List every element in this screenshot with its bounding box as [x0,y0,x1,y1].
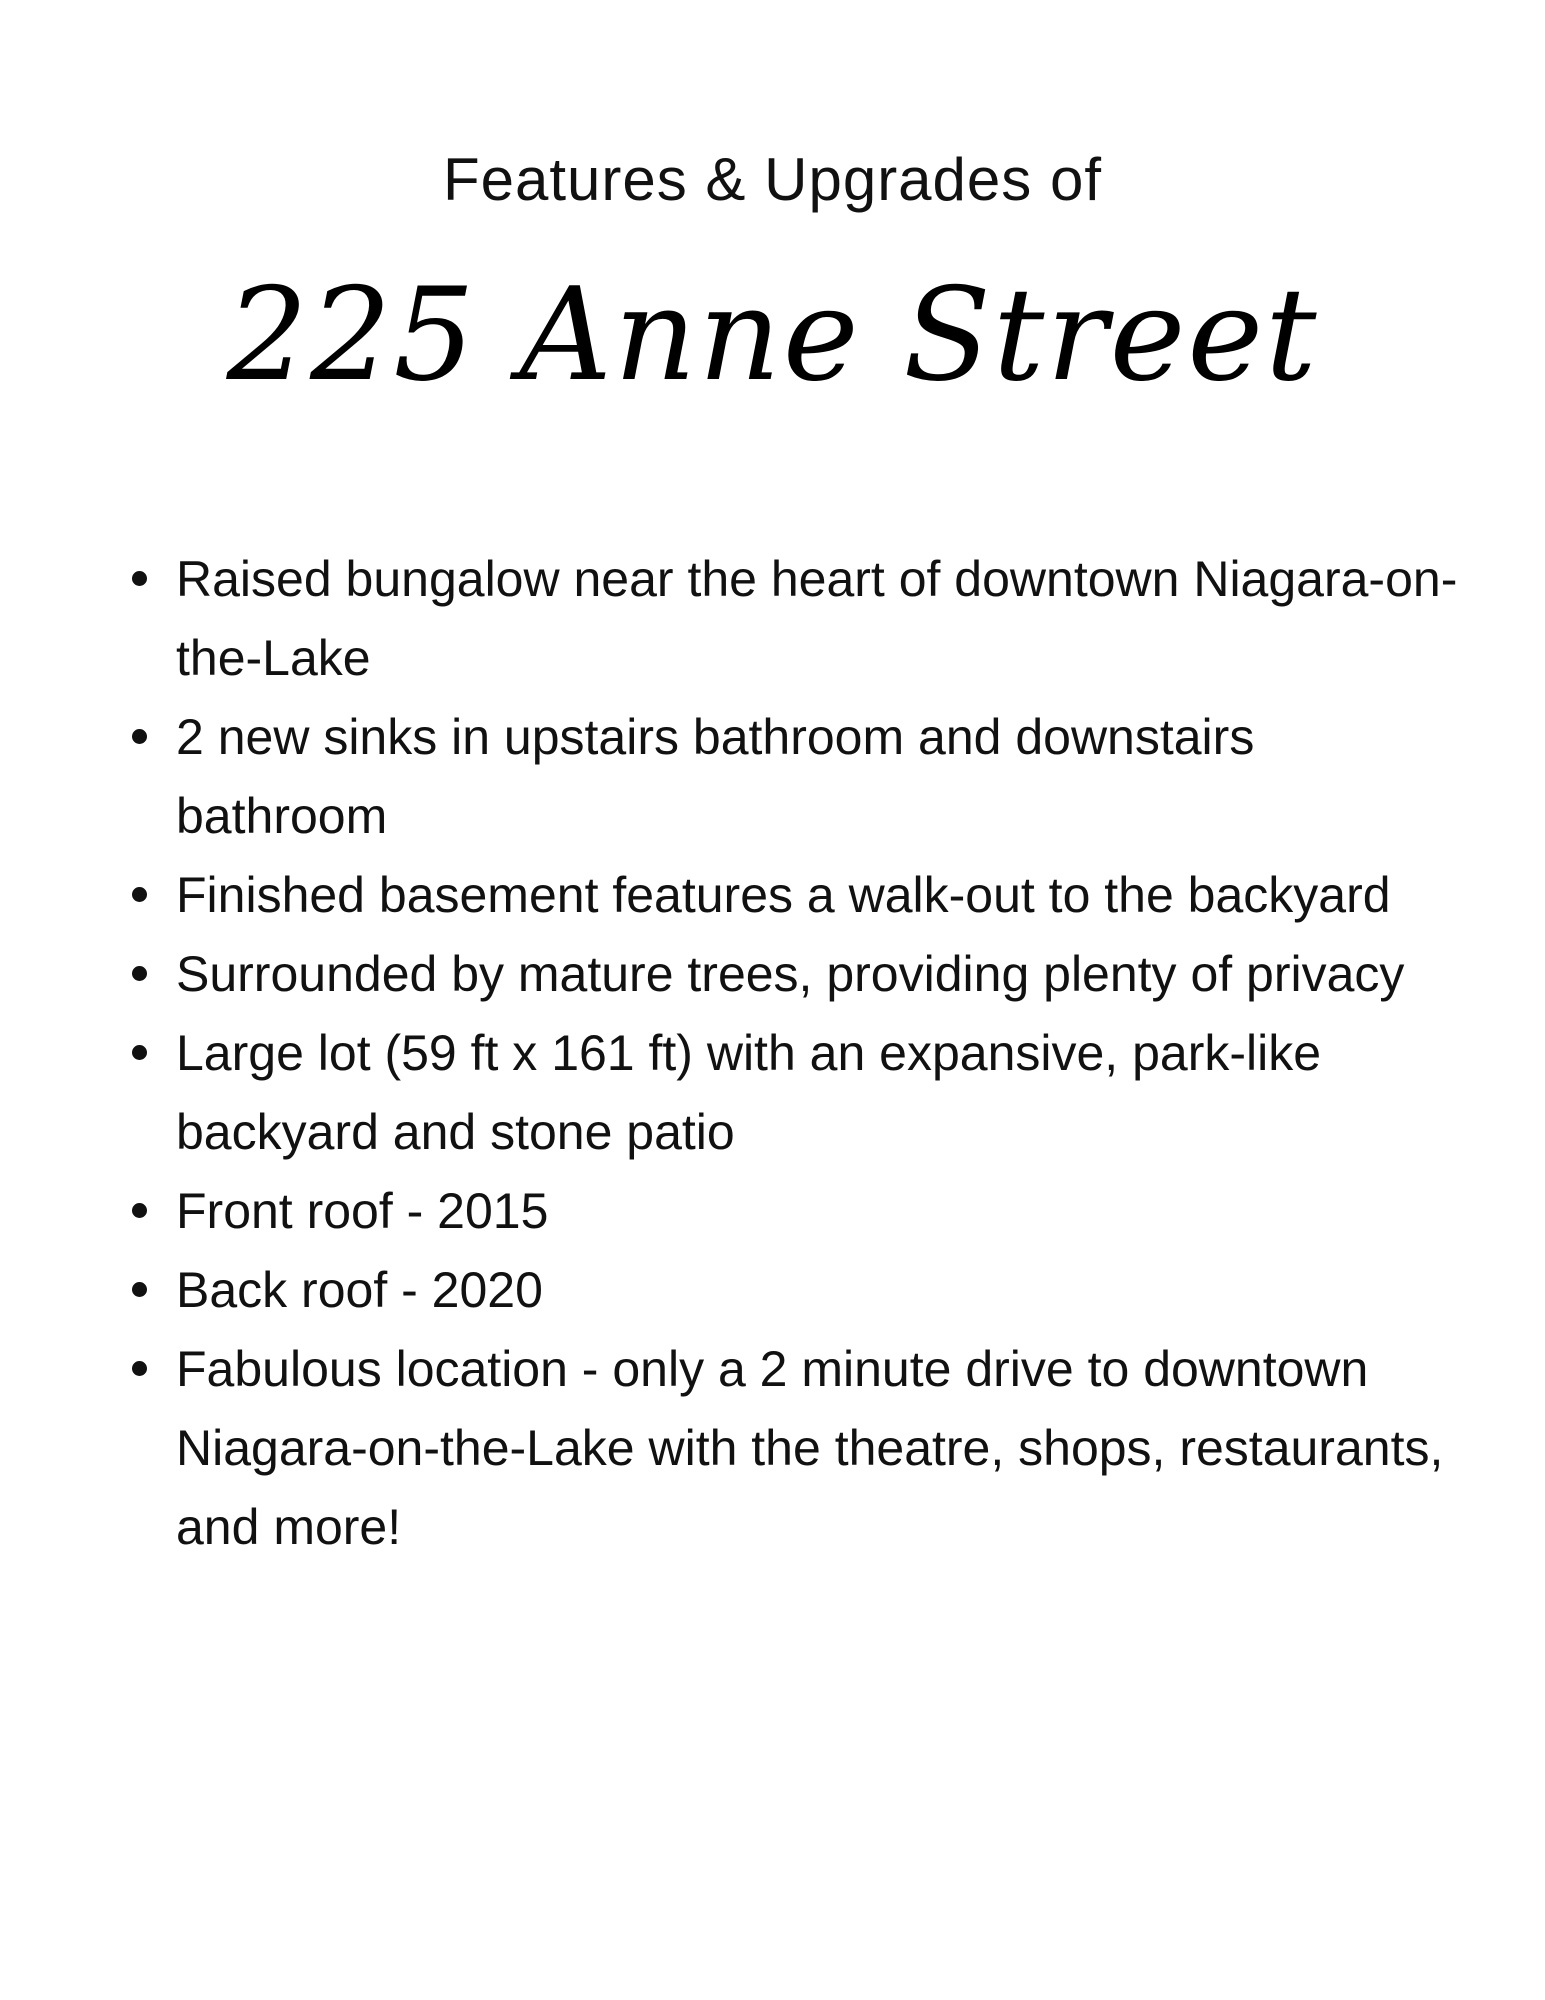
features-list [128,540,1458,1567]
bullet-dot-icon [132,966,147,981]
feature-text: Back roof - 2020 [176,1262,543,1318]
bullet-dot-icon [132,729,147,744]
feature-text: Finished basement features a walk-out to the backyard [176,867,1391,923]
document-subtitle: Features & Upgrades of [442,146,1102,213]
feature-item [128,698,1458,856]
feature-text: Fabulous location - only a 2 minute drive to downtown Niagara-on-the-Lake with the theatre, shops, restaurants, and more! [176,1341,1444,1555]
bullet-dot-icon [132,887,147,902]
bullet-dot-icon [132,571,147,586]
bullet-dot-icon [132,1203,147,1218]
feature-item [128,1014,1458,1172]
feature-text: 2 new sinks in upstairs bathroom and downstairs bathroom [176,709,1255,844]
property-address-title: 225 Anne Street [226,261,1319,410]
feature-text: Raised bungalow near the heart of downtown Niagara-on-the-Lake [176,551,1458,686]
feature-text: Surrounded by mature trees, providing plenty of privacy [176,946,1405,1002]
feature-text: Front roof - 2015 [176,1183,549,1239]
feature-item [128,1172,1458,1251]
feature-text: Large lot (59 ft x 161 ft) with an expansive, park-like backyard and stone patio [176,1025,1322,1160]
feature-item [128,540,1458,698]
bullet-dot-icon [132,1361,147,1376]
feature-item [128,935,1458,1014]
bullet-dot-icon [132,1045,147,1060]
feature-item [128,856,1458,935]
feature-item [128,1330,1458,1567]
bullet-dot-icon [132,1282,147,1297]
feature-item [128,1251,1458,1330]
